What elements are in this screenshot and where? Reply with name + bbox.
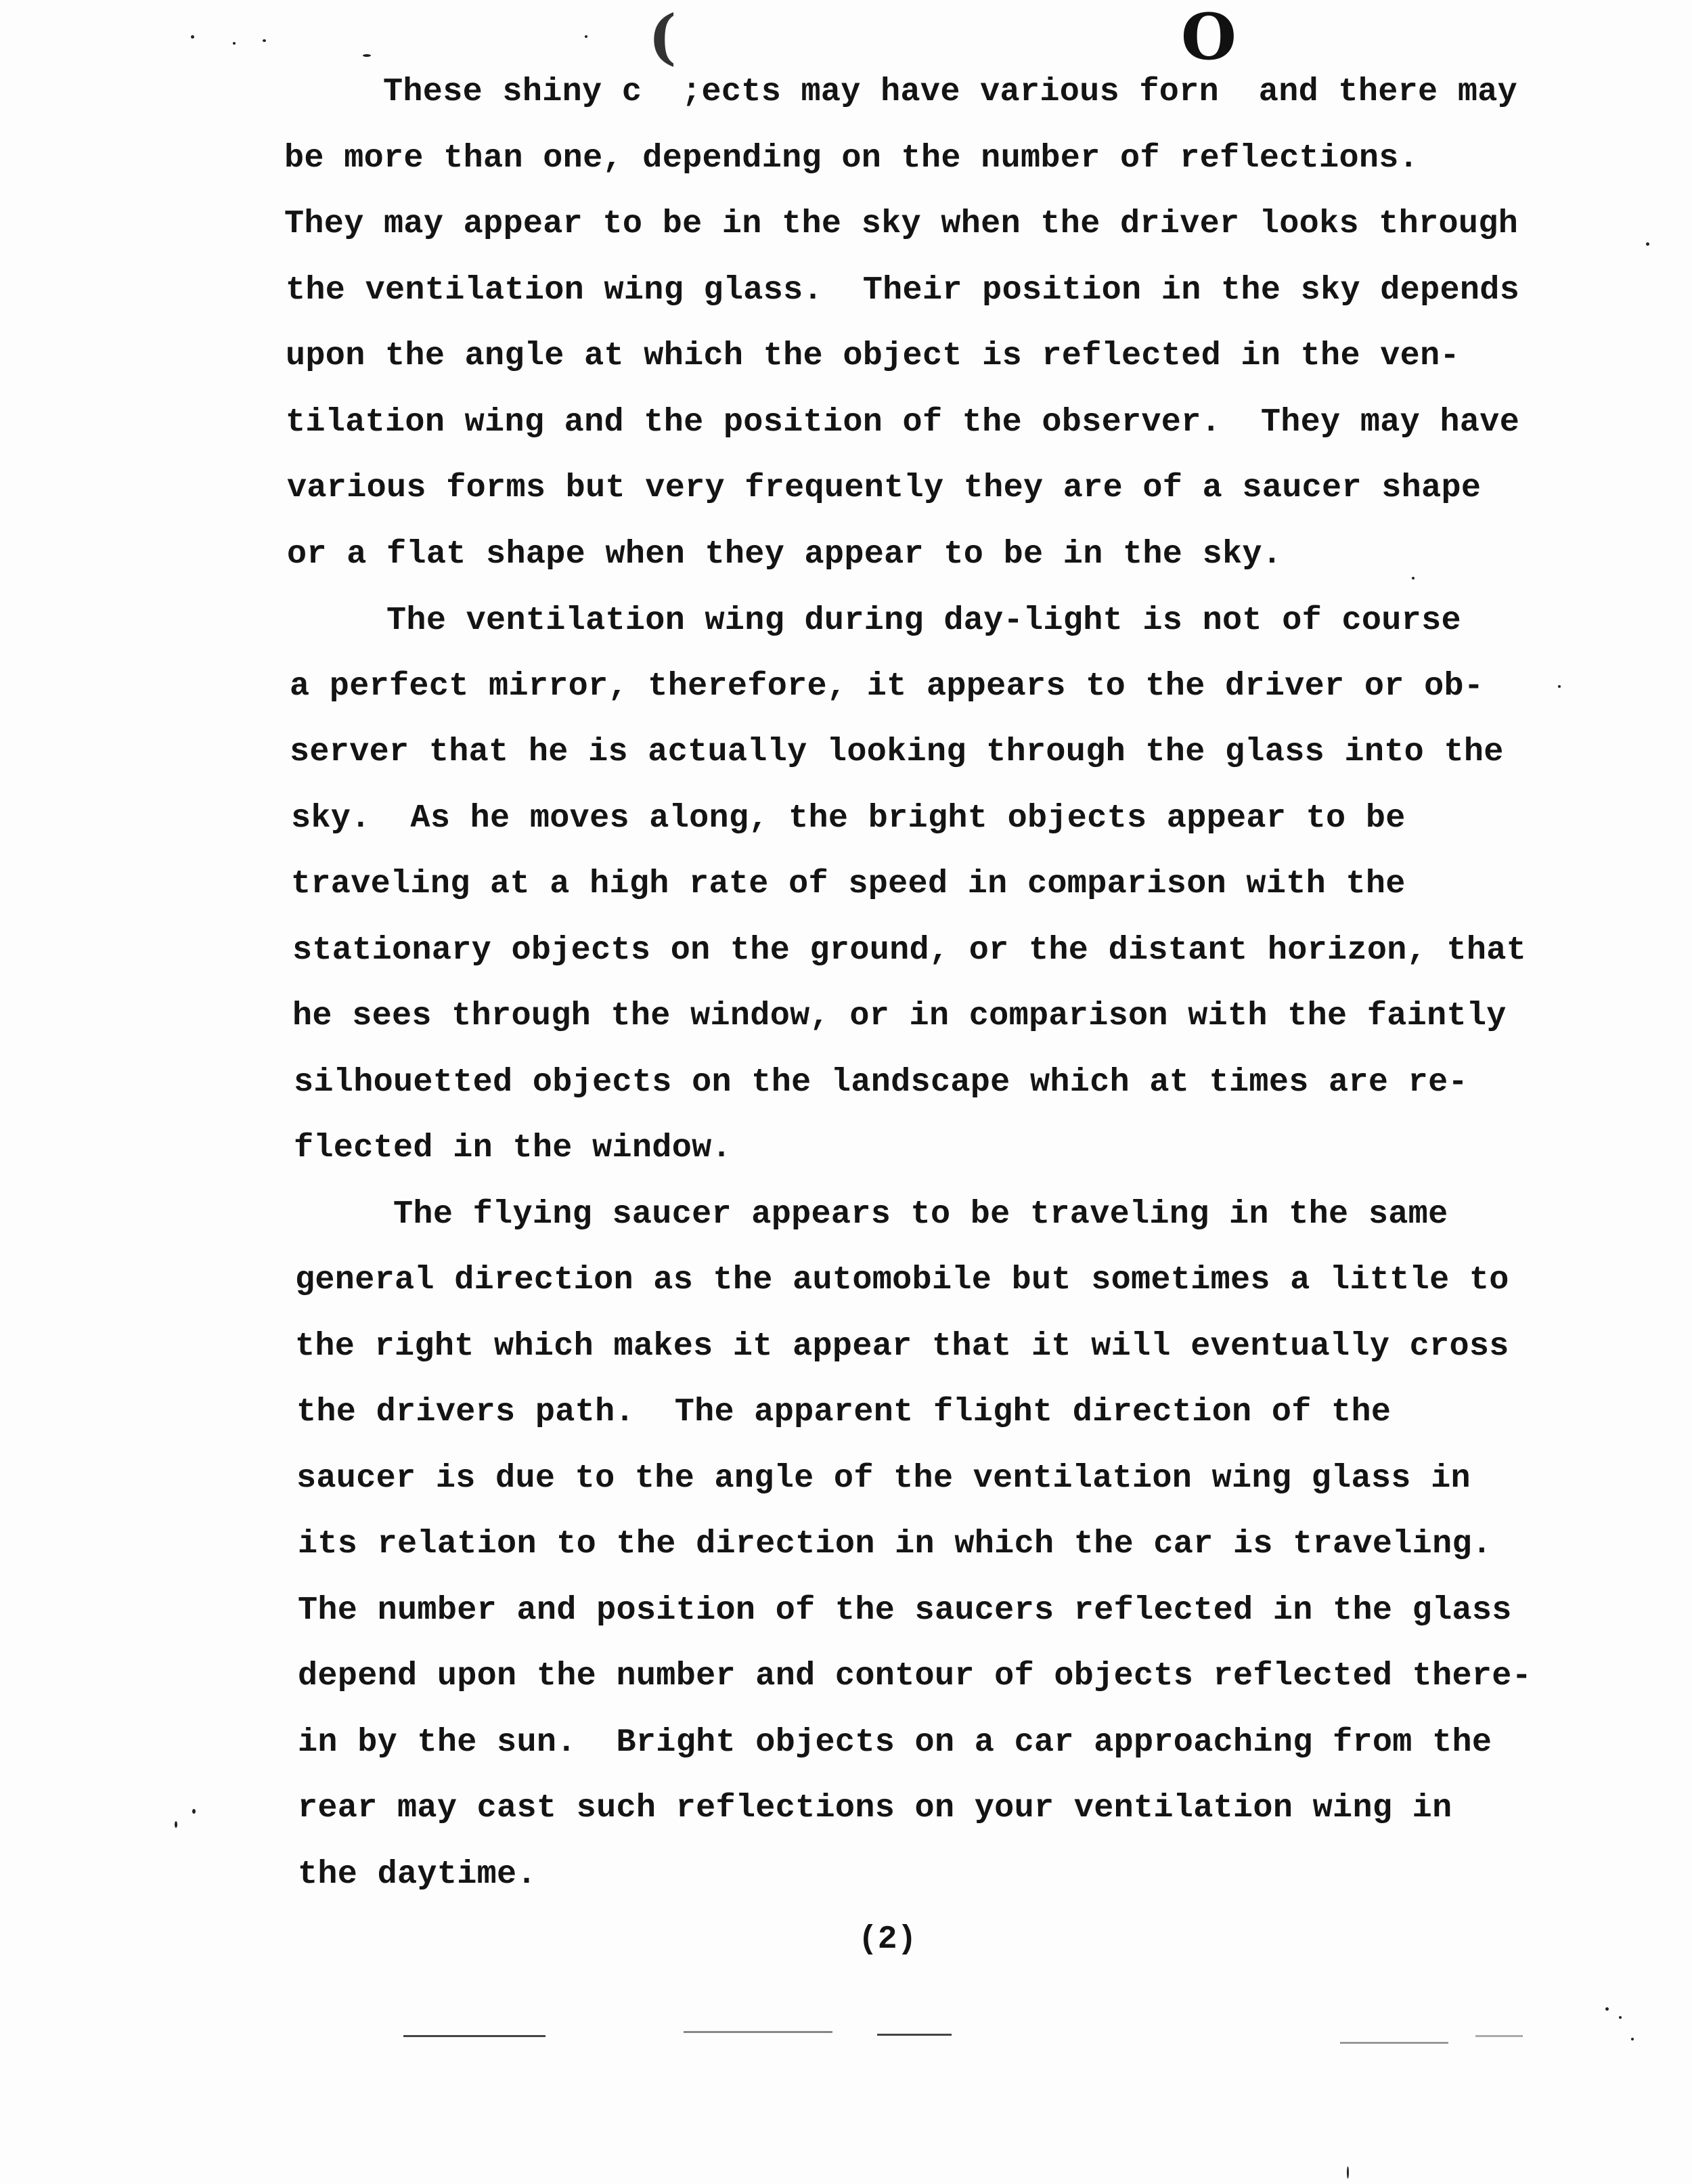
scan-speck: [175, 1821, 177, 1828]
scan-speck: [1558, 685, 1561, 688]
text-line: tilation wing and the position of the observer. They may have: [286, 403, 1520, 441]
text-line: sky. As he moves along, the bright objects appear to be: [291, 800, 1406, 837]
scan-speck: [192, 1809, 196, 1814]
text-line: The number and position of the saucers reflected in the glass: [298, 1592, 1512, 1629]
scan-speck: [1412, 577, 1415, 580]
text-line: its relation to the direction in which the car is traveling.: [298, 1525, 1492, 1563]
scan-speck: [585, 35, 587, 38]
text-line: he sees through the window, or in comparison with the faintly: [292, 997, 1507, 1034]
scan-dash: [684, 2031, 832, 2033]
text-line: traveling at a high rate of speed in comparison with the: [291, 865, 1406, 902]
scan-dash: [1475, 2035, 1523, 2037]
page-number: (2): [858, 1921, 917, 1958]
scan-speck: [233, 42, 236, 45]
punch-hole-left-mark: (: [648, 1, 677, 72]
scan-dash: [1340, 2042, 1448, 2044]
scan-dash: [403, 2035, 546, 2037]
text-line: be more than one, depending on the number of reflections.: [284, 139, 1419, 177]
scan-speck: [1631, 2038, 1634, 2040]
text-line: various forms but very frequently they are of a saucer shape: [287, 469, 1482, 506]
text-line: rear may cast such reflections on your ventilation wing in: [298, 1789, 1452, 1827]
text-line: or a flat shape when they appear to be in the sky.: [287, 536, 1283, 573]
scan-speck: [1605, 2007, 1609, 2011]
scan-speck: [1347, 2166, 1349, 2179]
text-line: general direction as the automobile but sometimes a little to: [295, 1261, 1509, 1298]
scan-speck: [1619, 2016, 1622, 2019]
scan-speck: [191, 35, 194, 39]
scan-speck: [363, 54, 371, 57]
text-line: the daytime.: [298, 1856, 537, 1893]
text-line: They may appear to be in the sky when the driver looks through: [284, 205, 1519, 242]
punch-hole-right-mark: O: [1181, 0, 1237, 74]
text-line: the drivers path. The apparent flight direction of the: [296, 1393, 1392, 1430]
text-line: stationary objects on the ground, or the distant horizon, that: [292, 932, 1527, 969]
scan-speck: [1646, 242, 1649, 246]
text-line: server that he is actually looking through the glass into the: [290, 733, 1504, 770]
text-line: a perfect mirror, therefore, it appears to the driver or ob-: [290, 668, 1484, 705]
scan-dash: [877, 2034, 952, 2036]
text-line: in by the sun. Bright objects on a car approaching from the: [298, 1724, 1492, 1761]
text-line: upon the angle at which the object is reflected in the ven-: [286, 337, 1460, 374]
text-line: silhouetted objects on the landscape which at times are re-: [294, 1064, 1468, 1101]
text-line: These shiny c ;ects may have various forn and there may: [383, 73, 1518, 110]
text-line: the ventilation wing glass. Their position in the sky depends: [286, 271, 1520, 309]
text-line: flected in the window.: [294, 1129, 732, 1166]
text-line: depend upon the number and contour of objects reflected there-: [298, 1657, 1532, 1695]
text-line: The flying saucer appears to be traveling in the same: [294, 1196, 1448, 1233]
text-line: saucer is due to the angle of the ventilation wing glass in: [296, 1460, 1471, 1497]
text-line: The ventilation wing during day-light is not of course: [287, 602, 1461, 639]
text-line: the right which makes it appear that it will eventually cross: [295, 1328, 1509, 1365]
scan-speck: [263, 39, 266, 42]
